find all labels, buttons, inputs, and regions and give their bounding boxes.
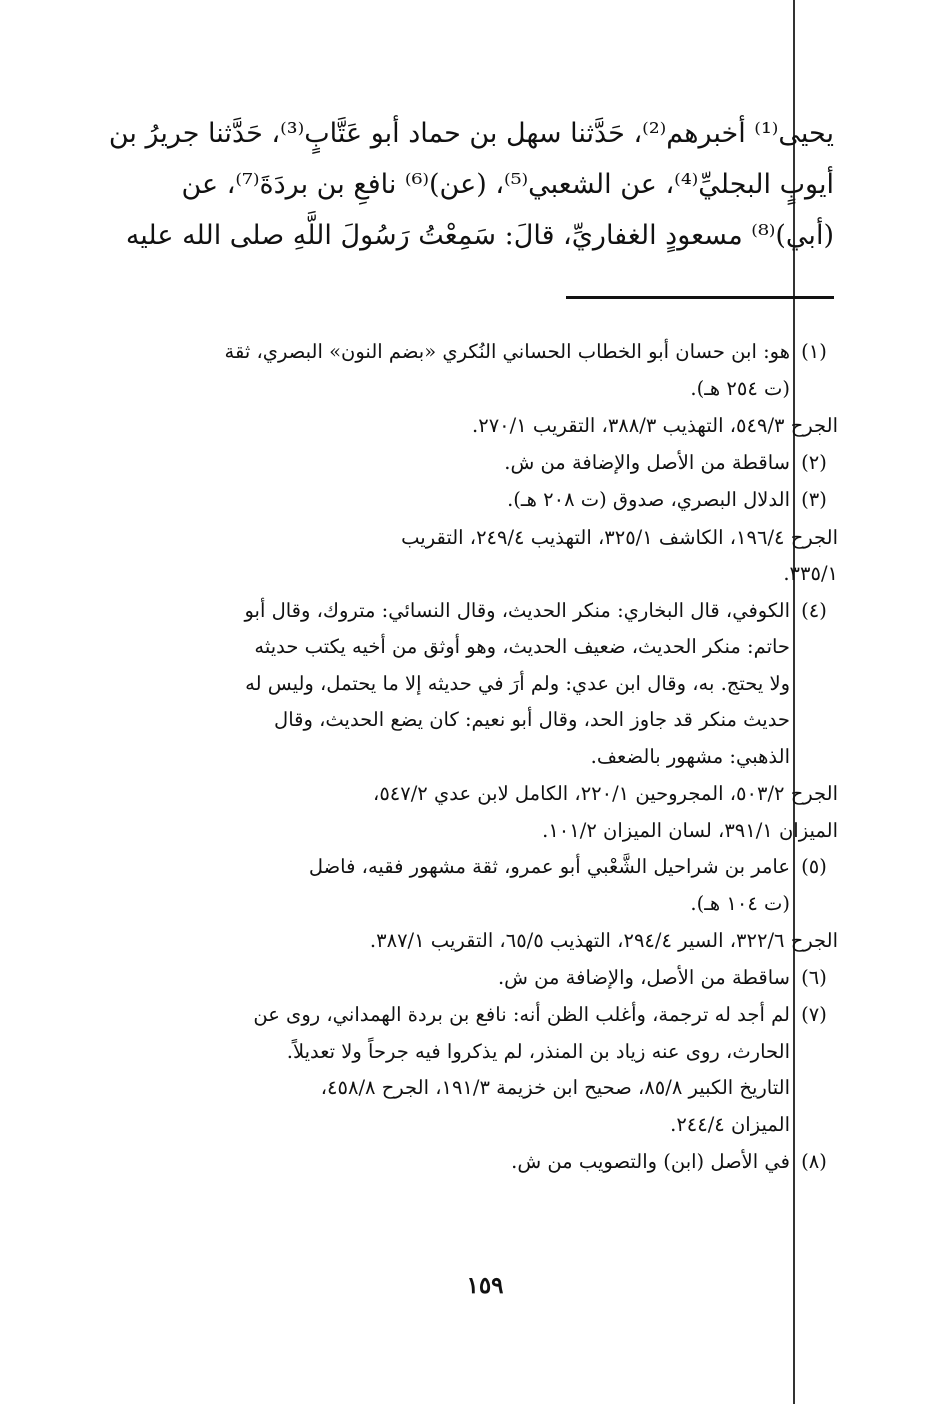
footnote-line: ساقطة من الأصل والإضافة من ش. <box>504 450 790 474</box>
footnote-2 <box>140 445 838 482</box>
footnote-number: (١) <box>801 340 827 363</box>
footnote-1 <box>140 334 838 407</box>
footnote-line: الدلال البصري، صدوق (ت ٢٠٨ هـ). <box>507 488 790 511</box>
footnote-line: التاريخ الكبير ٨٥/٨، صحيح ابن خزيمة ١٩١/٣، الجرح ٤٥٨/٨، <box>320 1076 790 1099</box>
main-text-line: أيوبٍ البجليِّ⁽⁴⁾، عن الشعبي⁽⁵⁾، (عن)⁽⁶⁾ نافعِ بن بردَةَ⁽⁷⁾، عن <box>181 169 834 200</box>
main-text-line: (أبي)⁽⁸⁾ مسعودٍ الغفاريِّ، قالَ: سَمِعْتُ رَسُولَ اللَّهِ صلى الله عليه <box>125 220 834 251</box>
footnote-line: الحارث، روى عنه زياد بن المنذر، لم يذكروا فيه جرحاً ولا تعديلاً. <box>286 1039 790 1063</box>
footnote-reference-line: الميزان ٣٩١/١، لسان الميزان ١٠١/٢. <box>542 818 838 842</box>
footnote-number: (٢) <box>801 450 827 474</box>
footnote-line: حاتم: منكر الحديث، ضعيف الحديث، وهو أوثق من أخيه يكتب حديثه <box>254 635 790 658</box>
footnote-number: (٤) <box>801 598 827 622</box>
footnote-reference-line: الجرح ٣٢٢/٦، السير ٢٩٤/٤، التهذيب ٦٥/٥، التقريب ٣٨٧/١. <box>369 929 838 952</box>
footnote-line: هو: ابن حسان أبو الخطاب الحساني النُكري «بضم النون» البصري، ثقة <box>224 340 790 363</box>
footnote-line: ولا يحتج. به، وقال ابن عدي: ولم أرَ في حديثه إلا ما يحتمل، وليس له <box>245 671 790 695</box>
footnote-line: (ت ١٠٤ هـ). <box>690 891 790 915</box>
footnote-line: حديث منكر قد جاوز الحد، وقال أبو نعيم: كان يضع الحديث، وقال <box>274 708 790 731</box>
footnote-6 <box>140 960 838 997</box>
footnote-body <box>140 997 790 1143</box>
footnote-4 <box>140 593 838 776</box>
footnote-body <box>140 482 790 519</box>
footnote-separator <box>566 296 834 299</box>
footnote-body <box>140 1144 790 1181</box>
footnote-body <box>140 334 790 407</box>
footnote-number: (٨) <box>801 1150 827 1173</box>
main-text <box>108 108 834 261</box>
footnote-8 <box>140 1144 838 1181</box>
footnote-reference-line: ٣٣٥/١. <box>783 562 838 585</box>
footnote-reference-line: الجرح ٥٤٩/٣، التهذيب ٣٨٨/٣، التقريب ٢٧٠/١. <box>472 414 838 437</box>
main-text-line: يحيى⁽¹⁾ أخبرهم⁽²⁾، حَدَّثنا سهل بن حماد أبو عَتَّابٍ⁽³⁾، حَدَّثنا جريرُ بن <box>108 118 834 149</box>
footnote-line: في الأصل (ابن) والتصويب من ش. <box>511 1150 790 1173</box>
footnote-body <box>140 849 790 922</box>
footnote-body <box>140 593 790 776</box>
footnote-body <box>140 960 790 997</box>
footnote-number: (٦) <box>801 965 827 989</box>
footnote-line: الميزان ٢٤٤/٤. <box>670 1112 790 1136</box>
footnote-5 <box>140 849 838 922</box>
footnote-line: الذهبي: مشهور بالضعف. <box>590 744 790 768</box>
page-number: ١٥٩ <box>466 1272 504 1299</box>
footnote-body <box>140 445 790 482</box>
footnote-line: الكوفي، قال البخاري: منكر الحديث، وقال النسائي: متروك، وقال أبو <box>244 598 790 622</box>
footnote-number: (٣) <box>801 488 827 511</box>
footnote-3 <box>140 482 838 519</box>
footnote-line: لم أجد له ترجمة، وأغلب الظن أنه: نافع بن بردة الهمداني، روى عن <box>253 1003 790 1026</box>
footnote-line: عامر بن شراحيل الشَّعْبي أبو عمرو، ثقة مشهور فقيه، فاضل <box>308 855 790 878</box>
footnote-number: (٧) <box>801 1003 827 1026</box>
footnote-7 <box>140 997 838 1143</box>
footnote-number: (٥) <box>801 855 827 878</box>
footnote-line: ساقطة من الأصل، والإضافة من ش. <box>497 965 790 989</box>
footnote-reference-line: الجرح ١٩٦/٤، الكاشف ٣٢٥/١، التهذيب ٢٤٩/٤، التقريب <box>401 525 838 549</box>
footnote-reference-line: الجرح ٥٠٣/٢، المجروحين ٢٢٠/١، الكامل لابن عدي ٥٤٧/٢، <box>373 782 838 805</box>
footnotes <box>140 334 838 1182</box>
footnote-line: (ت ٢٥٤ هـ). <box>690 376 790 400</box>
